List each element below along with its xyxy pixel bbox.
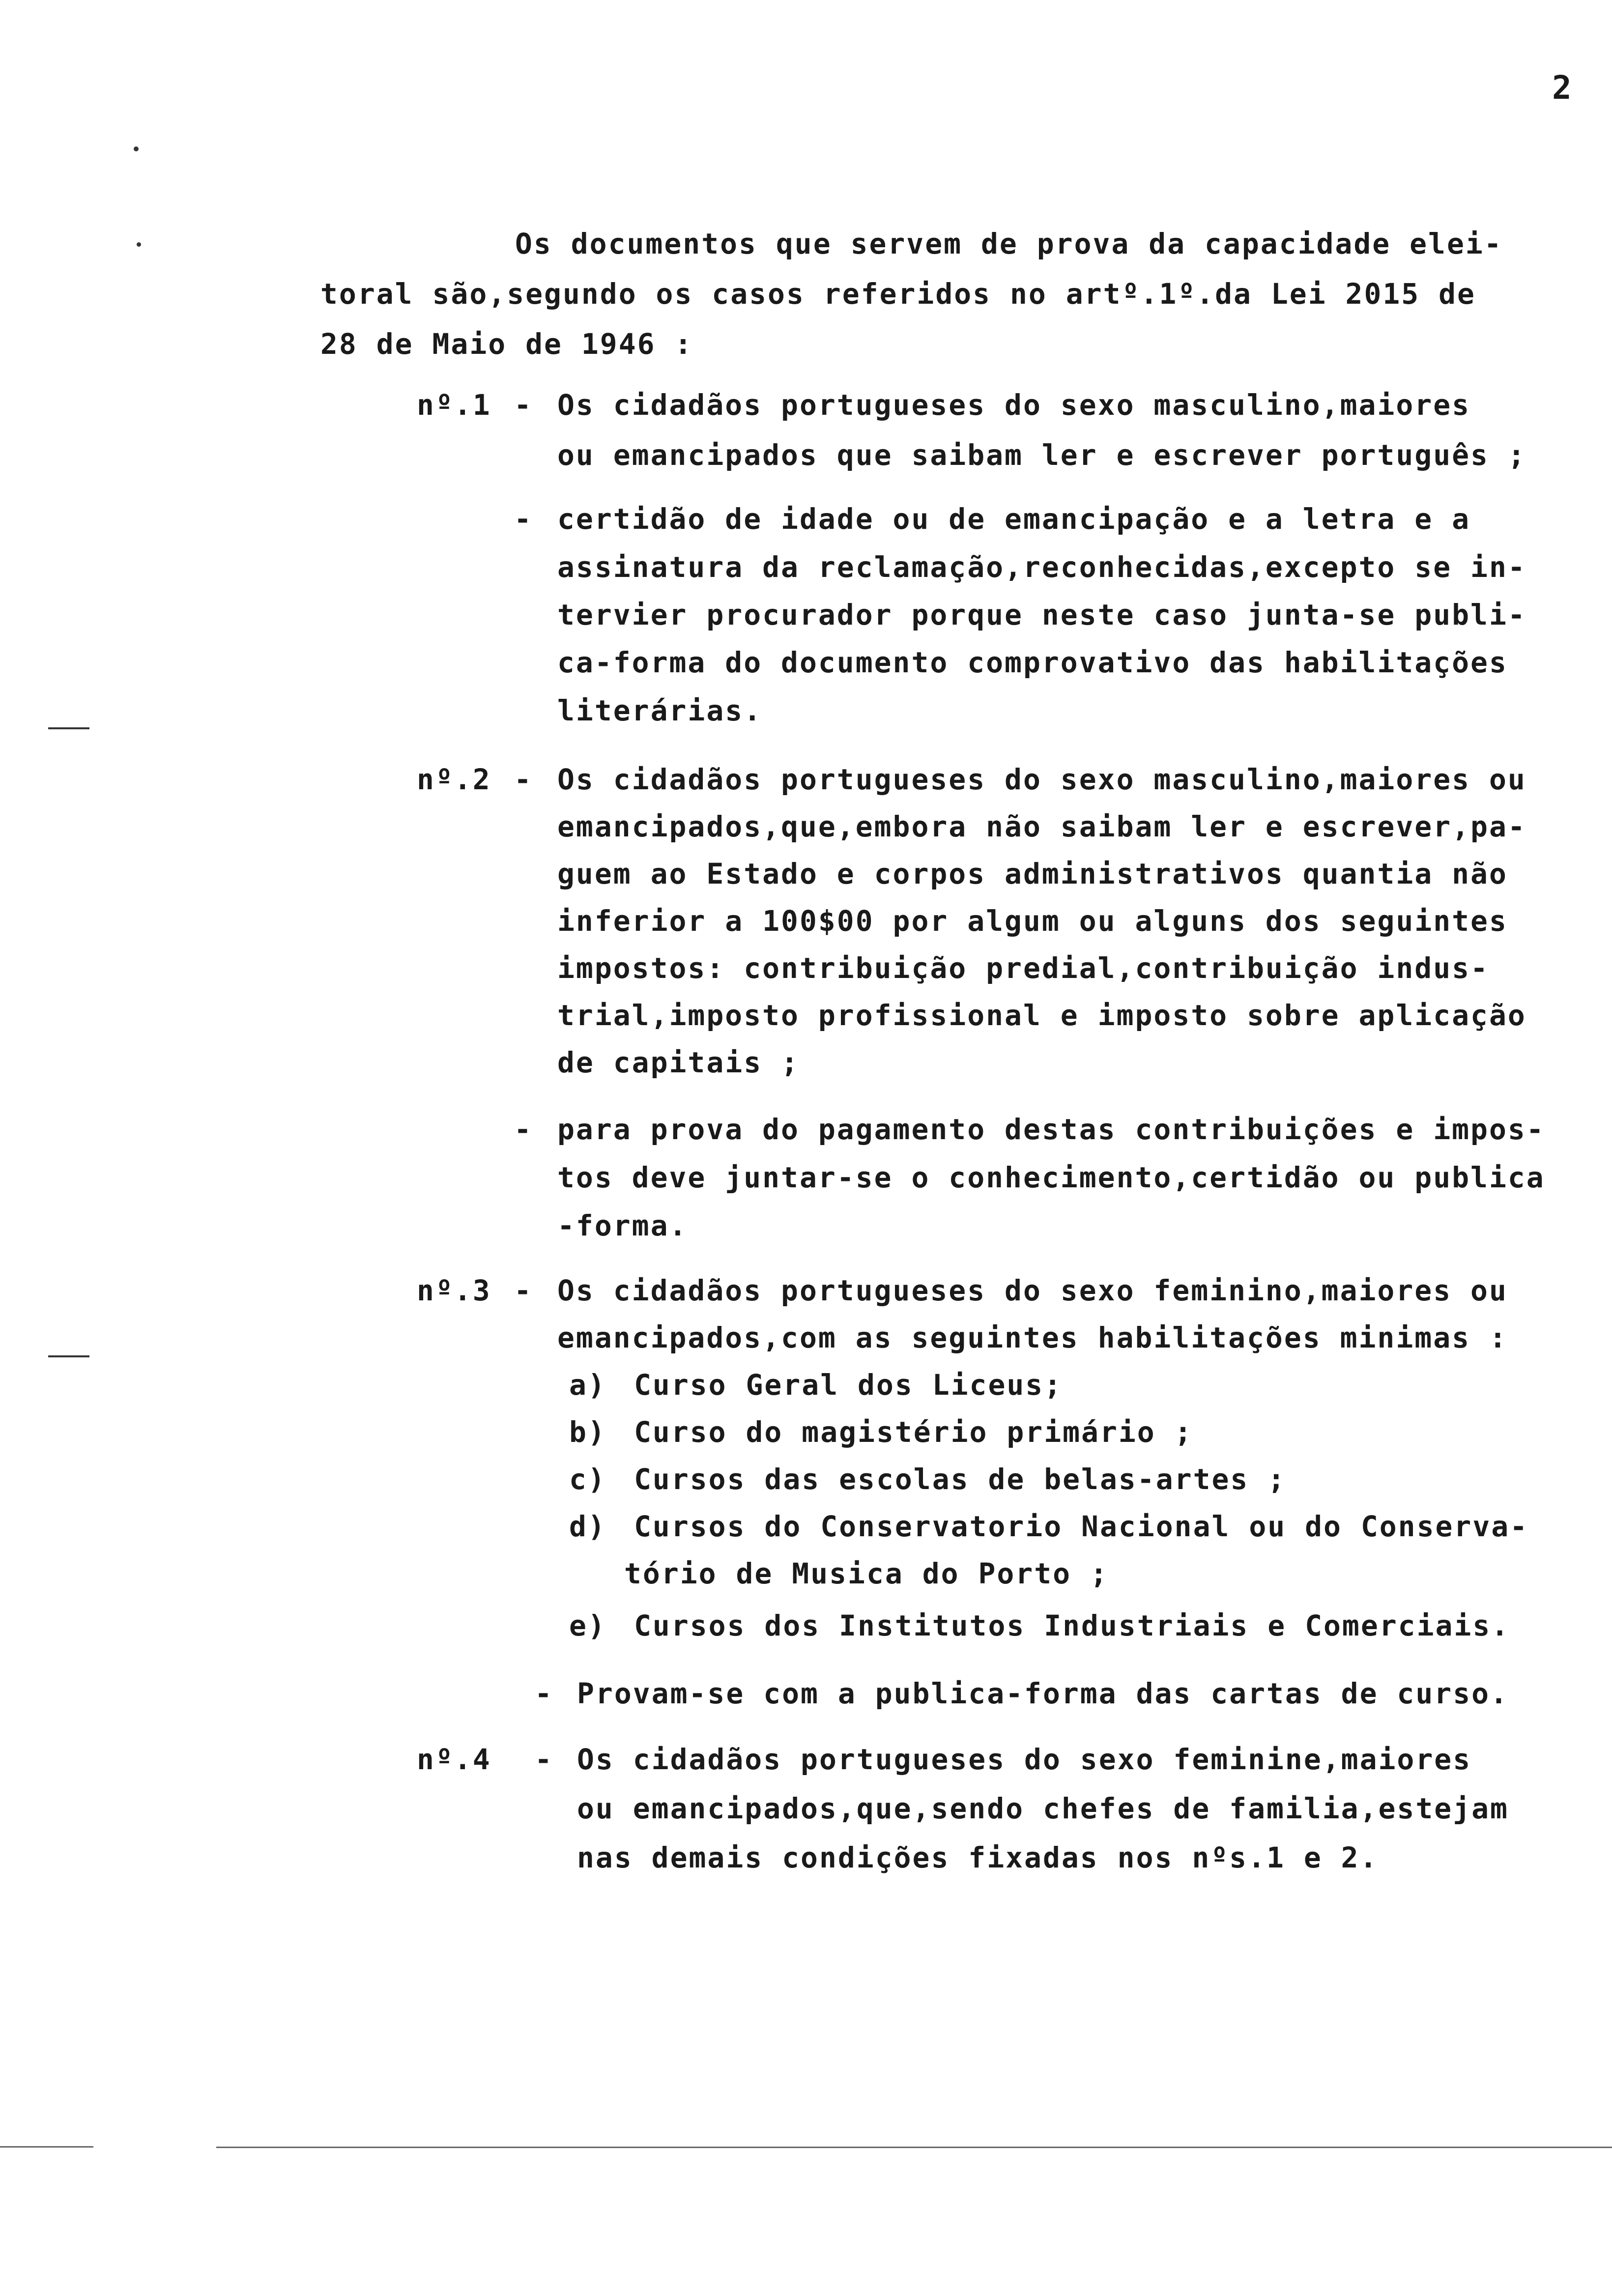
intro-line: Os documentos que servem de prova da capacidade elei-	[515, 227, 1503, 260]
intro-line: toral são,segundo os casos referidos no artº.1º.da Lei 2015 de	[320, 277, 1476, 311]
bottom-rule	[216, 2147, 1612, 2148]
intro-line: 28 de Maio de 1946 :	[320, 327, 693, 361]
proof-line: assinatura da reclamação,reconhecidas,excepto se in-	[557, 550, 1526, 584]
proof-line: literárias.	[557, 694, 763, 727]
list-item-text: Curso do magistério primário ;	[634, 1415, 1193, 1449]
section-dash: -	[514, 1274, 533, 1307]
list-item-text: Cursos dos Institutos Industriais e Comerciais.	[634, 1609, 1510, 1642]
margin-dot	[137, 242, 141, 247]
margin-dash	[48, 727, 89, 729]
section-text-line: de capitais ;	[557, 1046, 800, 1079]
margin-dash	[48, 1355, 89, 1357]
section-dash: -	[514, 763, 533, 796]
proof-line: Provam-se com a publica-forma das cartas de curso.	[577, 1677, 1509, 1710]
list-item-text: tório de Musica do Porto ;	[624, 1557, 1109, 1590]
section-label: nº.4	[417, 1743, 491, 1776]
section-label: nº.3	[417, 1274, 491, 1307]
list-item-letter: d)	[569, 1510, 606, 1543]
proof-line: tos deve juntar-se o conhecimento,certidão ou publica	[557, 1161, 1545, 1194]
section-text-line: emancipados,que,embora não saibam ler e escrever,pa-	[557, 810, 1526, 843]
list-item-text: Cursos das escolas de belas-artes ;	[634, 1463, 1287, 1496]
section-label: nº.1	[417, 388, 491, 422]
bottom-rule	[0, 2146, 93, 2148]
list-item-letter: c)	[569, 1463, 606, 1496]
section-text-line: trial,imposto profissional e imposto sobre aplicação	[557, 999, 1526, 1032]
proof-line: certidão de idade ou de emancipação e a letra e a	[557, 502, 1471, 536]
section-text-line: impostos: contribuição predial,contribuição indus-	[557, 951, 1489, 985]
proof-dash: -	[535, 1677, 553, 1710]
section-text-line: emancipados,com as seguintes habilitações minimas :	[557, 1321, 1508, 1354]
section-text-line: inferior a 100$00 por algum ou alguns dos seguintes	[557, 904, 1508, 938]
proof-dash: -	[514, 502, 533, 536]
section-text-line: nas demais condições fixadas nos nºs.1 e 2.	[577, 1841, 1379, 1874]
section-text-line: Os cidadãos portugueses do sexo masculino,maiores	[557, 388, 1471, 422]
section-text-line: Os cidadãos portugueses do sexo masculino,maiores ou	[557, 763, 1526, 796]
list-item-letter: b)	[569, 1415, 606, 1449]
page-number: 2	[1552, 69, 1572, 107]
proof-line: ca-forma do documento comprovativo das habilitações	[557, 646, 1508, 679]
section-text-line: guem ao Estado e corpos administrativos quantia não	[557, 857, 1508, 890]
proof-line: -forma.	[557, 1209, 688, 1242]
section-dash: -	[535, 1743, 553, 1776]
section-text-line: ou emancipados que saibam ler e escrever português ;	[557, 438, 1526, 472]
list-item-letter: a)	[569, 1368, 606, 1402]
section-dash: -	[514, 388, 533, 422]
section-text-line: Os cidadãos portugueses do sexo feminino,maiores ou	[557, 1274, 1508, 1307]
list-item-text: Curso Geral dos Liceus;	[634, 1368, 1063, 1402]
proof-line: para prova do pagamento destas contribuições e impos-	[557, 1113, 1545, 1146]
list-item-letter: e)	[569, 1609, 606, 1642]
section-text-line: ou emancipados,que,sendo chefes de familia,estejam	[577, 1792, 1509, 1825]
margin-dot	[134, 146, 139, 151]
section-text-line: Os cidadãos portugueses do sexo feminine,maiores	[577, 1743, 1472, 1776]
list-item-text: Cursos do Conservatorio Nacional ou do Conserva-	[634, 1510, 1529, 1543]
section-label: nº.2	[417, 763, 491, 796]
proof-dash: -	[514, 1113, 533, 1146]
proof-line: tervier procurador porque neste caso junta-se publi-	[557, 598, 1526, 631]
